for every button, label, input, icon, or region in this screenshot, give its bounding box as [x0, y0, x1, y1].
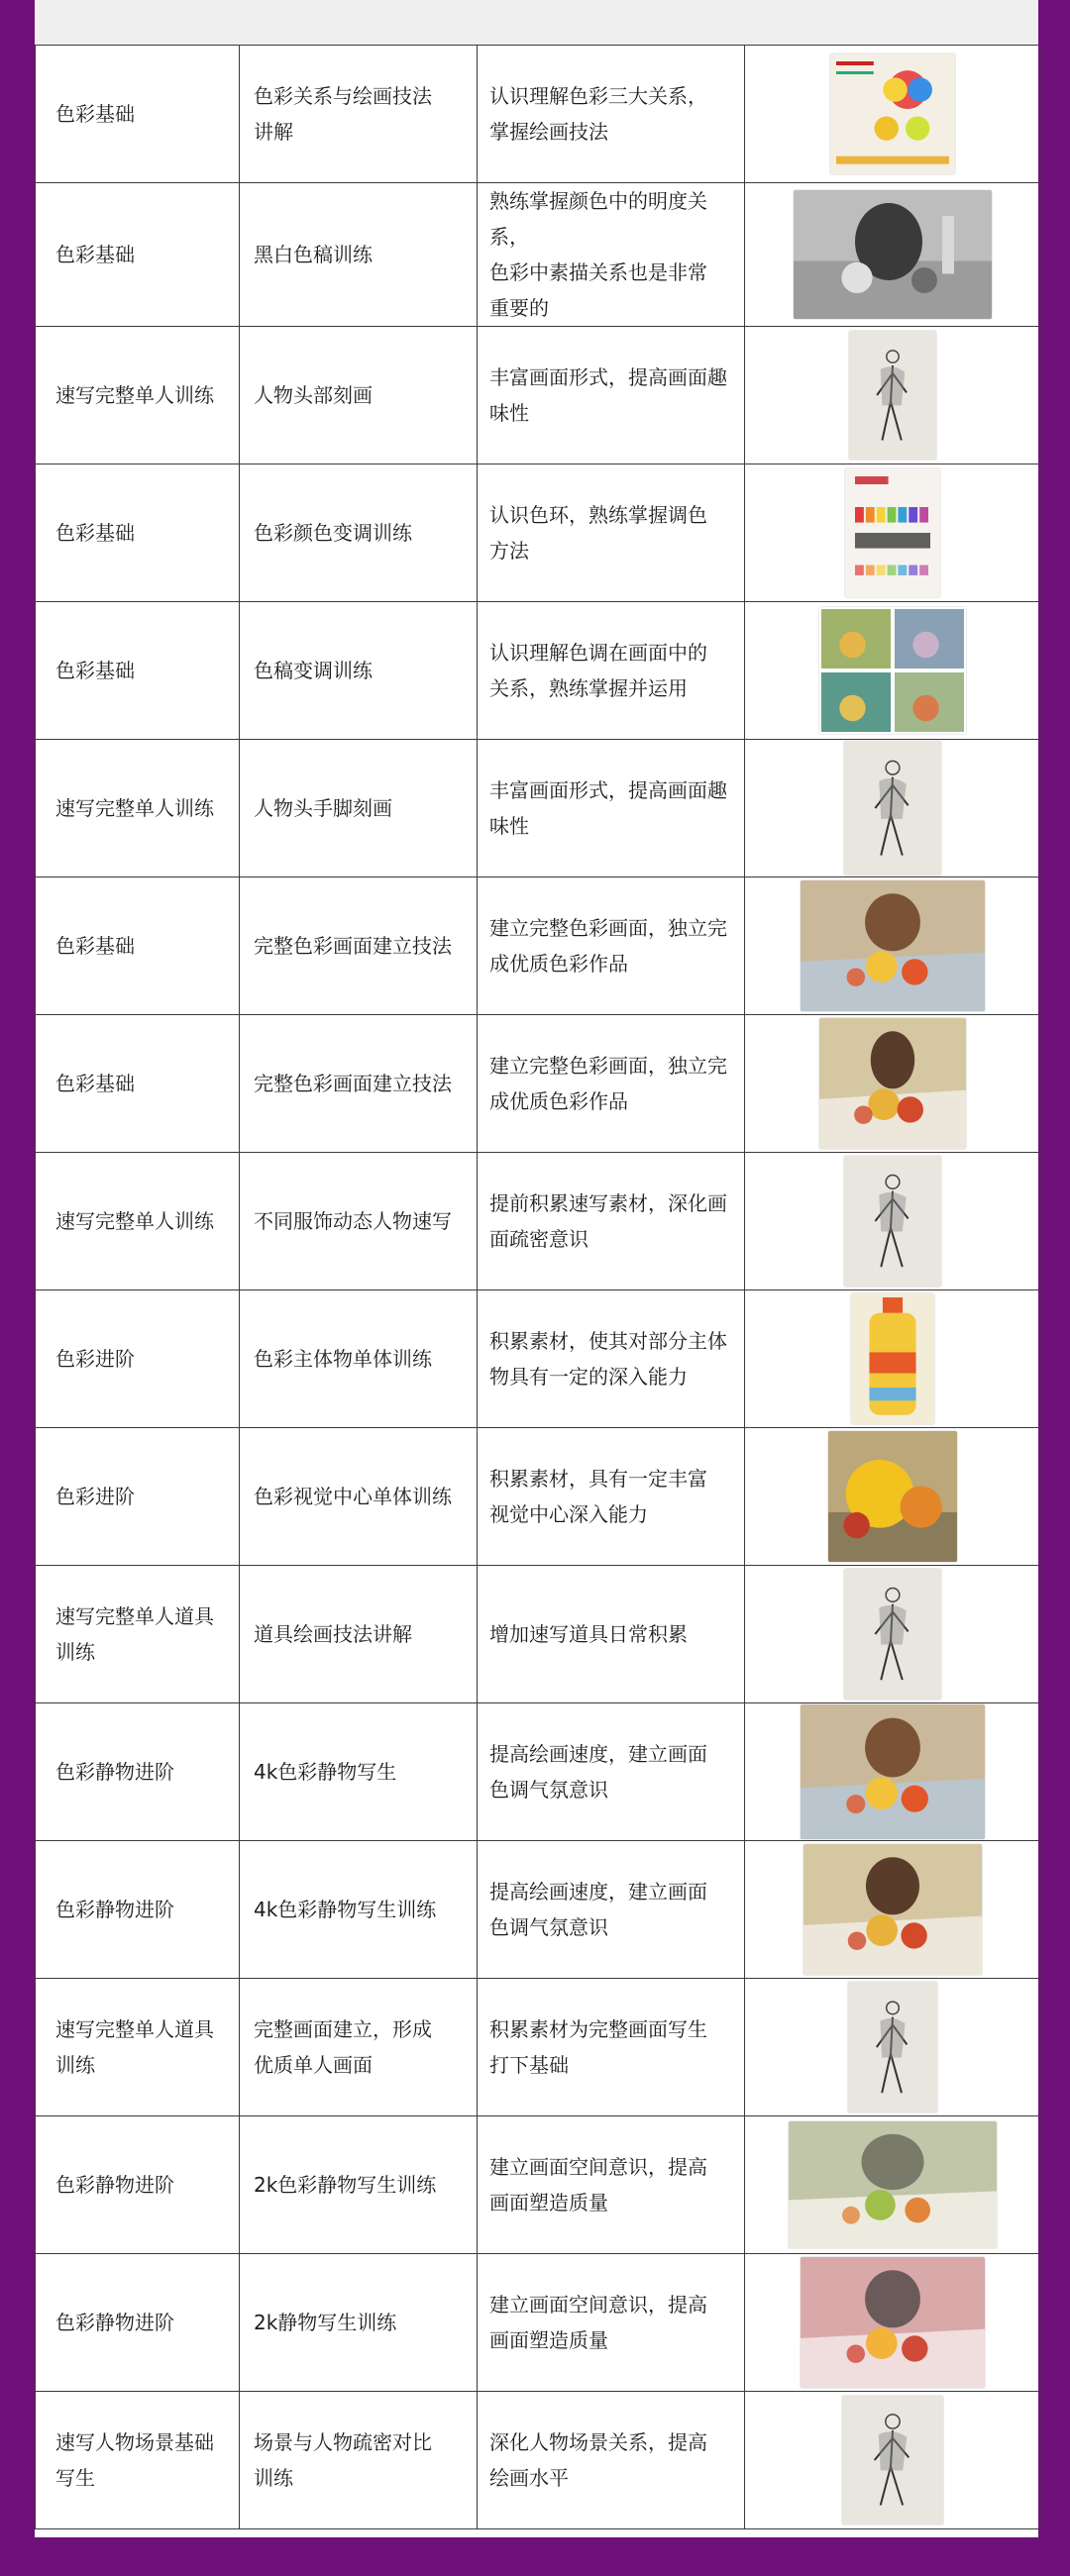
topic-cell	[240, 2254, 478, 2392]
table-row	[36, 327, 1040, 464]
stage-text: 色彩静物进阶	[55, 1760, 174, 1784]
stage-text: 速写完整单人训练	[55, 1209, 214, 1233]
topic-cell	[240, 464, 478, 602]
image-cell	[745, 1979, 1040, 2116]
table-row	[36, 1015, 1040, 1153]
table-row	[36, 1841, 1040, 1979]
bottle-study-icon	[851, 1293, 934, 1424]
table-row	[36, 1703, 1040, 1841]
topic-text: 2k色彩静物写生训练	[254, 2173, 437, 2197]
image-cell	[745, 2392, 1040, 2529]
goal-text: 认识色环，熟练掌握调色 方法	[489, 503, 707, 563]
still-life-painting-icon	[801, 880, 985, 1011]
table-row	[36, 464, 1040, 602]
stage-cell	[36, 1153, 240, 1290]
dressed-figures-sketch-icon	[844, 1156, 941, 1287]
topic-text: 色彩关系与绘画技法 讲解	[254, 84, 432, 144]
topic-text: 4k色彩静物写生训练	[254, 1898, 437, 1921]
scene-figures-sketch-icon	[842, 2396, 943, 2524]
stage-text: 速写完整单人训练	[55, 383, 214, 407]
table-row	[36, 46, 1040, 183]
goal-cell	[478, 1979, 745, 2116]
image-cell	[745, 1015, 1040, 1153]
topic-text: 人物头手脚刻画	[254, 796, 392, 820]
table-row	[36, 2254, 1040, 2392]
topic-text: 完整画面建立，形成 优质单人画面	[254, 2017, 432, 2077]
stage-text: 色彩基础	[55, 659, 135, 682]
four-color-studies-icon	[819, 607, 966, 734]
image-cell	[745, 1841, 1040, 1979]
topic-cell	[240, 602, 478, 740]
stage-cell	[36, 1841, 240, 1979]
grayscale-still-life-icon	[794, 190, 992, 319]
image-cell	[745, 327, 1040, 464]
topic-cell	[240, 877, 478, 1015]
topic-cell	[240, 1841, 478, 1979]
topic-cell	[240, 1703, 478, 1841]
topic-cell	[240, 1979, 478, 2116]
stage-cell	[36, 1290, 240, 1428]
course-table	[35, 46, 1040, 2529]
image-cell	[745, 183, 1040, 327]
image-cell	[745, 1703, 1040, 1841]
topic-text: 场景与人物疏密对比 训练	[254, 2430, 432, 2490]
topic-cell	[240, 1428, 478, 1566]
still-life-painting-icon	[803, 1844, 982, 1975]
image-cell	[745, 1428, 1040, 1566]
stage-text: 色彩基础	[55, 934, 135, 958]
stage-text: 速写完整单人道具 训练	[55, 1604, 214, 1664]
goal-text: 提高绘画速度，建立画面 色调气氛意识	[489, 1880, 707, 1939]
topic-text: 色彩视觉中心单体训练	[254, 1485, 452, 1508]
topic-cell	[240, 1566, 478, 1703]
table-row	[36, 1153, 1040, 1290]
topic-text: 色稿变调训练	[254, 659, 373, 682]
table-top-strip	[35, 0, 1038, 46]
figure-sketch-icon	[848, 1982, 937, 2112]
goal-cell	[478, 1015, 745, 1153]
goal-cell	[478, 1566, 745, 1703]
goal-text: 建立画面空间意识，提高 画面塑造质量	[489, 2155, 707, 2215]
image-cell	[745, 877, 1040, 1015]
topic-text: 黑白色稿训练	[254, 243, 373, 266]
table-row	[36, 1979, 1040, 2116]
image-cell	[745, 464, 1040, 602]
image-cell	[745, 46, 1040, 183]
stage-cell	[36, 1979, 240, 2116]
topic-text: 完整色彩画面建立技法	[254, 1072, 452, 1095]
goal-text: 深化人物场景关系，提高 绘画水平	[489, 2430, 707, 2490]
table-row	[36, 183, 1040, 327]
topic-cell	[240, 1015, 478, 1153]
color-swatch-sheet-icon	[845, 468, 940, 597]
goal-cell	[478, 602, 745, 740]
stage-text: 速写完整单人训练	[55, 796, 214, 820]
stage-cell	[36, 1428, 240, 1566]
goal-cell	[478, 183, 745, 327]
still-life-painting-icon	[801, 1704, 985, 1839]
stage-cell	[36, 602, 240, 740]
stage-text: 色彩静物进阶	[55, 1898, 174, 1921]
stage-cell	[36, 464, 240, 602]
figure-with-prop-sketch-icon	[844, 1569, 941, 1700]
stage-text: 色彩基础	[55, 1072, 135, 1095]
goal-text: 丰富画面形式，提高画面趣 味性	[489, 365, 727, 425]
goal-text: 熟练掌握颜色中的明度关系， 色彩中素描关系也是非常 重要的	[489, 189, 707, 320]
image-cell	[745, 1290, 1040, 1428]
topic-cell	[240, 740, 478, 877]
topic-cell	[240, 2392, 478, 2529]
goal-cell	[478, 1703, 745, 1841]
table-row	[36, 877, 1040, 1015]
goal-cell	[478, 2116, 745, 2254]
figure-sketch-icon	[849, 331, 936, 460]
stage-cell	[36, 2254, 240, 2392]
stage-text: 速写完整单人道具 训练	[55, 2017, 214, 2077]
stage-cell	[36, 1703, 240, 1841]
stage-text: 色彩基础	[55, 102, 135, 126]
still-life-painting-icon	[789, 2121, 997, 2248]
seated-figure-sketch-icon	[844, 741, 941, 876]
goal-text: 认识理解色调在画面中的 关系，熟练掌握并运用	[489, 641, 707, 700]
topic-text: 色彩主体物单体训练	[254, 1347, 432, 1371]
goal-cell	[478, 2392, 745, 2529]
stage-cell	[36, 740, 240, 877]
topic-text: 色彩颜色变调训练	[254, 521, 412, 545]
stage-text: 色彩静物进阶	[55, 2173, 174, 2197]
still-life-painting-icon	[801, 2257, 985, 2388]
goal-text: 增加速写道具日常积累	[489, 1622, 688, 1646]
table-row	[36, 1428, 1040, 1566]
goal-cell	[478, 877, 745, 1015]
stage-text: 色彩静物进阶	[55, 2311, 174, 2334]
topic-cell	[240, 1153, 478, 1290]
table-row	[36, 2392, 1040, 2529]
image-cell	[745, 2254, 1040, 2392]
topic-cell	[240, 2116, 478, 2254]
goal-cell	[478, 1841, 745, 1979]
table-row	[36, 1290, 1040, 1428]
stage-cell	[36, 877, 240, 1015]
image-cell	[745, 1566, 1040, 1703]
goal-cell	[478, 740, 745, 877]
topic-text: 4k色彩静物写生	[254, 1760, 397, 1784]
goal-text: 认识理解色彩三大关系， 掌握绘画技法	[489, 84, 707, 144]
still-life-painting-icon	[819, 1018, 966, 1149]
goal-text: 提前积累速写素材，深化画 面疏密意识	[489, 1191, 727, 1251]
goal-cell	[478, 464, 745, 602]
goal-text: 建立完整色彩画面，独立完 成优质色彩作品	[489, 1054, 727, 1113]
image-cell	[745, 602, 1040, 740]
table-row	[36, 2116, 1040, 2254]
goal-text: 建立画面空间意识，提高 画面塑造质量	[489, 2293, 707, 2352]
table-row	[36, 740, 1040, 877]
stage-cell	[36, 1566, 240, 1703]
stage-text: 速写人物场景基础 写生	[55, 2430, 214, 2490]
stage-cell	[36, 327, 240, 464]
topic-cell	[240, 46, 478, 183]
goal-text: 积累素材，使其对部分主体 物具有一定的深入能力	[489, 1329, 727, 1389]
goal-cell	[478, 1153, 745, 1290]
course-sheet	[35, 0, 1038, 2537]
stage-cell	[36, 1015, 240, 1153]
stage-cell	[36, 2116, 240, 2254]
goal-cell	[478, 46, 745, 183]
stage-text: 色彩进阶	[55, 1347, 135, 1371]
topic-text: 人物头部刻画	[254, 383, 373, 407]
topic-cell	[240, 1290, 478, 1428]
goal-text: 丰富画面形式，提高画面趣 味性	[489, 778, 727, 838]
goal-cell	[478, 327, 745, 464]
topic-text: 不同服饰动态人物速写	[254, 1209, 452, 1233]
stage-text: 色彩基础	[55, 521, 135, 545]
goal-cell	[478, 2254, 745, 2392]
color-theory-chart-icon	[830, 53, 955, 174]
goal-text: 建立完整色彩画面，独立完 成优质色彩作品	[489, 916, 727, 976]
image-cell	[745, 740, 1040, 877]
stage-cell	[36, 2392, 240, 2529]
topic-text: 2k静物写生训练	[254, 2311, 397, 2334]
stage-text: 色彩进阶	[55, 1485, 135, 1508]
goal-text: 提高绘画速度，建立画面 色调气氛意识	[489, 1742, 707, 1802]
fruit-study-icon	[828, 1431, 957, 1562]
goal-text: 积累素材为完整画面写生 打下基础	[489, 2017, 707, 2077]
goal-cell	[478, 1290, 745, 1428]
topic-cell	[240, 183, 478, 327]
topic-text: 完整色彩画面建立技法	[254, 934, 452, 958]
image-cell	[745, 1153, 1040, 1290]
image-cell	[745, 2116, 1040, 2254]
topic-cell	[240, 327, 478, 464]
table-row	[36, 1566, 1040, 1703]
stage-cell	[36, 183, 240, 327]
goal-text: 积累素材，具有一定丰富 视觉中心深入能力	[489, 1467, 707, 1526]
stage-cell	[36, 46, 240, 183]
topic-text: 道具绘画技法讲解	[254, 1622, 412, 1646]
goal-cell	[478, 1428, 745, 1566]
stage-text: 色彩基础	[55, 243, 135, 266]
table-row	[36, 602, 1040, 740]
